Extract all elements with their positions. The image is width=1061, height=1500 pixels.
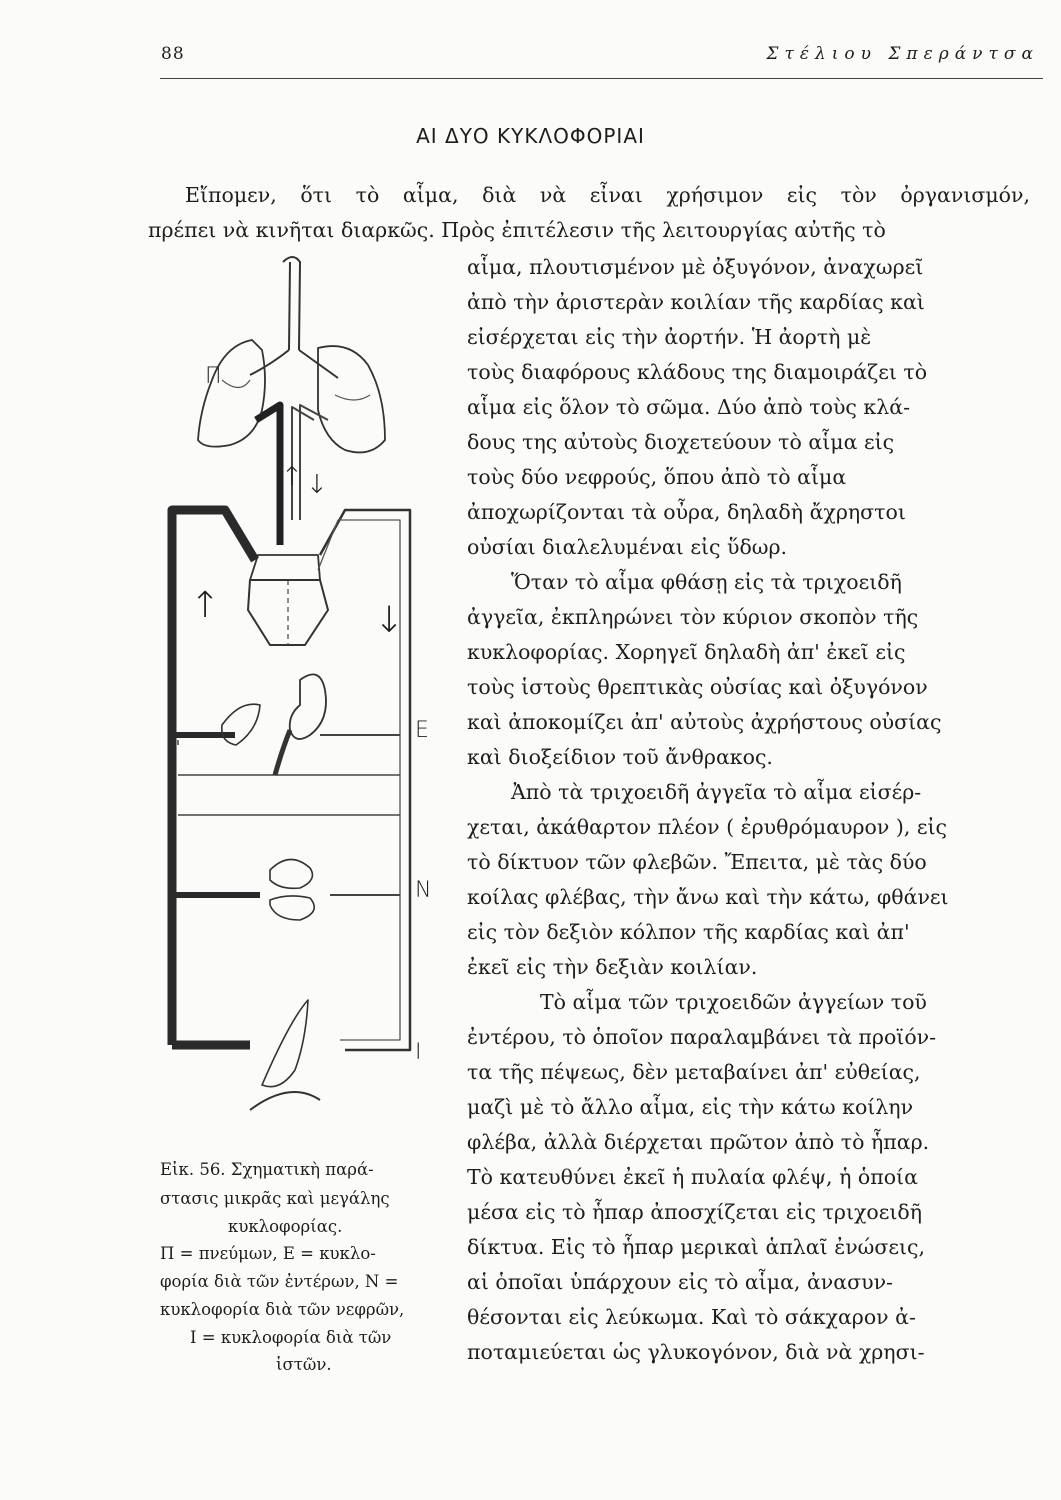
body-line: θέσονται εἰς λεύκωμα. Καὶ τὸ σάκχαρον ἀ- <box>467 1305 916 1329</box>
page-number: 88 <box>161 44 185 64</box>
label-pi: Π <box>205 364 222 389</box>
body-line: δους της αὐτοὺς διοχετεύουν τὸ αἷμα εἰς <box>467 430 895 454</box>
arrow-up-icon: ↑ <box>190 585 221 626</box>
body-line: δίκτυα. Εἰς τὸ ἧπαρ μερικαὶ ἁπλαῖ ἐνώσεις, <box>467 1235 926 1259</box>
tissue <box>262 1000 308 1087</box>
intestine-return-upper <box>178 740 400 775</box>
body-line: τοὺς ἱστοὺς θρεπτικὰς οὐσίας καὶ ὀξυγόνον <box>467 675 928 699</box>
pulmonary-artery <box>256 405 280 545</box>
body-line: καὶ διοξείδιον τοῦ ἄνθρακος. <box>467 745 773 769</box>
figure-caption-line: Π = πνεύμων, Ε = κυκλο- <box>160 1244 376 1263</box>
body-line: μέσα εἰς τὸ ἧπαρ ἀποσχίζεται εἰς τριχοειδῆ <box>467 1200 923 1224</box>
spleen <box>222 704 260 745</box>
body-line: Τὸ κατευθύνει ἐκεῖ ἡ πυλαία φλέψ, ἡ ὁποία <box>467 1165 918 1189</box>
figure-caption-line: ἱστῶν. <box>276 1355 332 1374</box>
body-line: τοὺς διαφόρους κλάδους της διαμοιράζει τὸ <box>467 360 928 384</box>
body-line: ἀγγεῖα, ἐκπληρώνει τὸν κύριον σκοπὸν τῆς <box>467 605 919 629</box>
body-line: Ἀπὸ τὰ τριχοειδῆ ἀγγεῖα τὸ αἷμα εἰσέρ- <box>511 780 922 804</box>
figure-caption-line: Εἰκ. 56. Σχηματικὴ παρά- <box>160 1160 374 1179</box>
body-line: οὐσίαι διαλελυμέναι εἰς ὕδωρ. <box>467 535 788 559</box>
venous-return-line <box>320 510 410 1050</box>
label-epsilon: Ε <box>415 718 429 743</box>
arrow-down-icon: ↓ <box>374 600 405 641</box>
body-line: εἰσέρχεται εἰς τὴν ἀορτήν. Ἡ ἀορτὴ μὲ <box>467 325 872 349</box>
kidney-lower <box>270 896 314 920</box>
venous-return-inner <box>318 520 400 1040</box>
body-line: ποταμιεύεται ὡς γλυκογόνον, διὰ νὰ χρησι- <box>467 1340 925 1364</box>
body-line: τα τῆς πέψεως, δὲν μεταβαίνει ἀπ' εὐθείας, <box>467 1060 921 1084</box>
body-line: φλέβα, ἀλλὰ διέρχεται πρῶτον ἀπὸ τὸ ἧπαρ. <box>467 1130 930 1154</box>
label-iota: Ι <box>415 1040 422 1065</box>
arrow-up-icon: ↑ <box>281 462 303 492</box>
body-line: αἷμα εἰς ὅλον τὸ σῶμα. Δύο ἀπὸ τοὺς κλά- <box>467 395 911 419</box>
body-line: πρέπει νὰ κινῆται διαρκῶς. Πρὸς ἐπιτέλεσιν τῆς λειτουργίας αὐτῆς τὸ <box>148 218 886 242</box>
body-line: κυκλοφορίας. Χορηγεῖ δηλαδὴ ἀπ' ἐκεῖ εἰς <box>467 640 906 664</box>
body-line: χεται, ἀκάθαρτον πλέον ( ἐρυθρόμαυρον ), εἰς <box>467 815 948 839</box>
figure-caption-line: Ι = κυκλοφορία διὰ τῶν <box>190 1328 392 1347</box>
arrow-down-icon: ↓ <box>306 470 328 500</box>
body-line: αἱ ὁποῖαι ὑπάρχουν εἰς τὸ αἷμα, ἀνασυν- <box>467 1270 893 1294</box>
figure-caption-line: κυκλοφορίας. <box>228 1217 343 1236</box>
kidney-upper <box>270 859 312 888</box>
trachea <box>283 257 300 350</box>
body-line: ἀπὸ τὴν ἀριστερὰν κοιλίαν τῆς καρδίας καὶ <box>467 290 925 314</box>
running-head: Στέλιου Σπεράντσα <box>766 44 1039 64</box>
figure-caption-line: στασις μικρᾶς καὶ μεγάλης <box>160 1189 390 1208</box>
body-line: καὶ ἀποκομίζει ἀπ' αὐτοὺς ἀχρήστους οὐσίας <box>467 710 942 734</box>
body-line: κοίλας φλέβας, τὴν ἄνω καὶ τὴν κάτω, φθάνει <box>467 885 949 909</box>
body-line: τοὺς δύο νεφρούς, ὅπου ἀπὸ τὸ αἷμα <box>467 465 847 489</box>
figure-caption-line: κυκλοφορία διὰ τῶν νεφρῶν, <box>160 1300 405 1319</box>
body-line: εἰς τὸν δεξιὸν κόλπον τῆς καρδίας καὶ ἀπ' <box>467 920 910 944</box>
label-nu: Ν <box>415 878 432 903</box>
figure-caption-line: φορία διὰ τῶν ἐντέρων, Ν = <box>160 1272 399 1291</box>
body-line: ἐντέρου, τὸ ὁποῖον παραλαμβάνει τὰ προϊόν- <box>467 1025 937 1049</box>
body-line: μαζὶ μὲ τὸ ἄλλο αἷμα, εἰς τὴν κάτω κοίλην <box>467 1095 914 1119</box>
right-lung <box>318 346 385 452</box>
body-line: Τὸ αἷμα τῶν τριχοειδῶν ἀγγείων τοῦ <box>540 990 927 1014</box>
body-line: ἐκεῖ εἰς τὴν δεξιὰν κοιλίαν. <box>467 955 758 979</box>
pulmonary-vein <box>300 405 328 520</box>
right-lung-lobe <box>335 395 370 400</box>
body-line: Εἴπομεν, ὅτι τὸ αἷμα, διὰ νὰ εἶναι χρήσιμον εἰς τὸν ὀργανισμόν, <box>185 183 1030 207</box>
stomach <box>290 674 326 739</box>
body-line: τὸ δίκτυον τῶν φλεβῶν. Ἔπειτα, μὲ τὰς δύο <box>467 850 927 874</box>
chapter-title: ΑΙ ΔΥΟ ΚΥΚΛΟΦΟΡΙΑΙ <box>416 124 645 148</box>
heart-atria <box>250 555 320 580</box>
body-line: αἷμα, πλουτισμένον μὲ ὀξυγόνον, ἀναχωρεῖ <box>467 255 924 279</box>
body-line: Ὅταν τὸ αἷμα φθάσῃ εἰς τὰ τριχοειδῆ <box>511 570 902 594</box>
tissue-vessel <box>250 1092 320 1110</box>
body-line: ἀποχωρίζονται τὰ οὖρα, δηλαδὴ ἄχρηστοι <box>467 500 906 524</box>
stomach-duodenum <box>275 730 290 775</box>
left-lung <box>198 340 265 447</box>
left-lung-lobe <box>222 380 250 388</box>
